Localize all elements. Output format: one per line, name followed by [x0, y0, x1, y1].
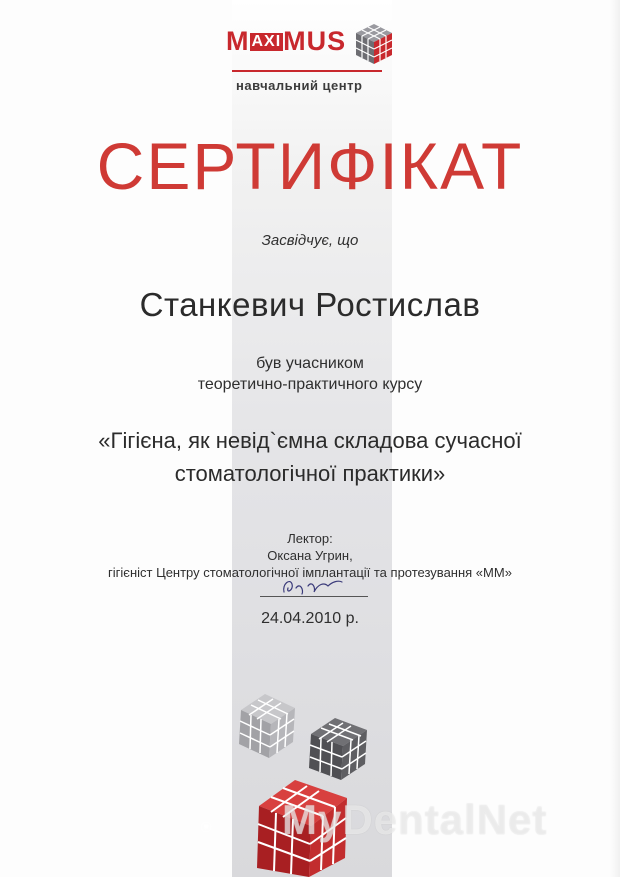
- logo-wordmark: [226, 26, 346, 56]
- signature-line: [260, 596, 368, 597]
- course-title-line1: «Гігієна, як невід`ємна складова сучасної: [98, 428, 522, 453]
- certifies-text: Засвідчує, що: [261, 232, 359, 249]
- certificate-title: СЕРТИФІКАТ: [96, 129, 524, 203]
- course-title: [0, 424, 620, 490]
- course-type-text: теоретично-практичного курсу: [197, 376, 423, 393]
- course-title-line2: стоматологічної практики»: [174, 461, 446, 486]
- certificate-date: 24.04.2010 р.: [261, 610, 359, 627]
- logo-subtitle: навчальний центр: [236, 78, 363, 93]
- logo-word-right: MUS: [283, 26, 347, 56]
- participant-text: був учасником: [256, 355, 364, 372]
- dark-cube-icon: [309, 718, 367, 780]
- logo-word-mid: AXI: [251, 33, 282, 50]
- lector-label: Лектор:: [287, 531, 333, 546]
- lector-name: Оксана Угрин,: [267, 548, 353, 563]
- watermark-text: MyDentalNet: [282, 796, 548, 843]
- logo-cube-icon: [354, 22, 394, 66]
- grey-cube-icon: [239, 694, 295, 758]
- recipient-name: Станкевич Ростислав: [139, 286, 481, 323]
- watermark-tooth-icon: [200, 792, 270, 862]
- lector-role: гігієніст Центру стоматологічної імплантації та протезування «ММ»: [108, 565, 512, 580]
- logo-rule: [232, 70, 382, 72]
- logo-word-left: M: [226, 26, 250, 56]
- maximus-logo: [222, 22, 398, 102]
